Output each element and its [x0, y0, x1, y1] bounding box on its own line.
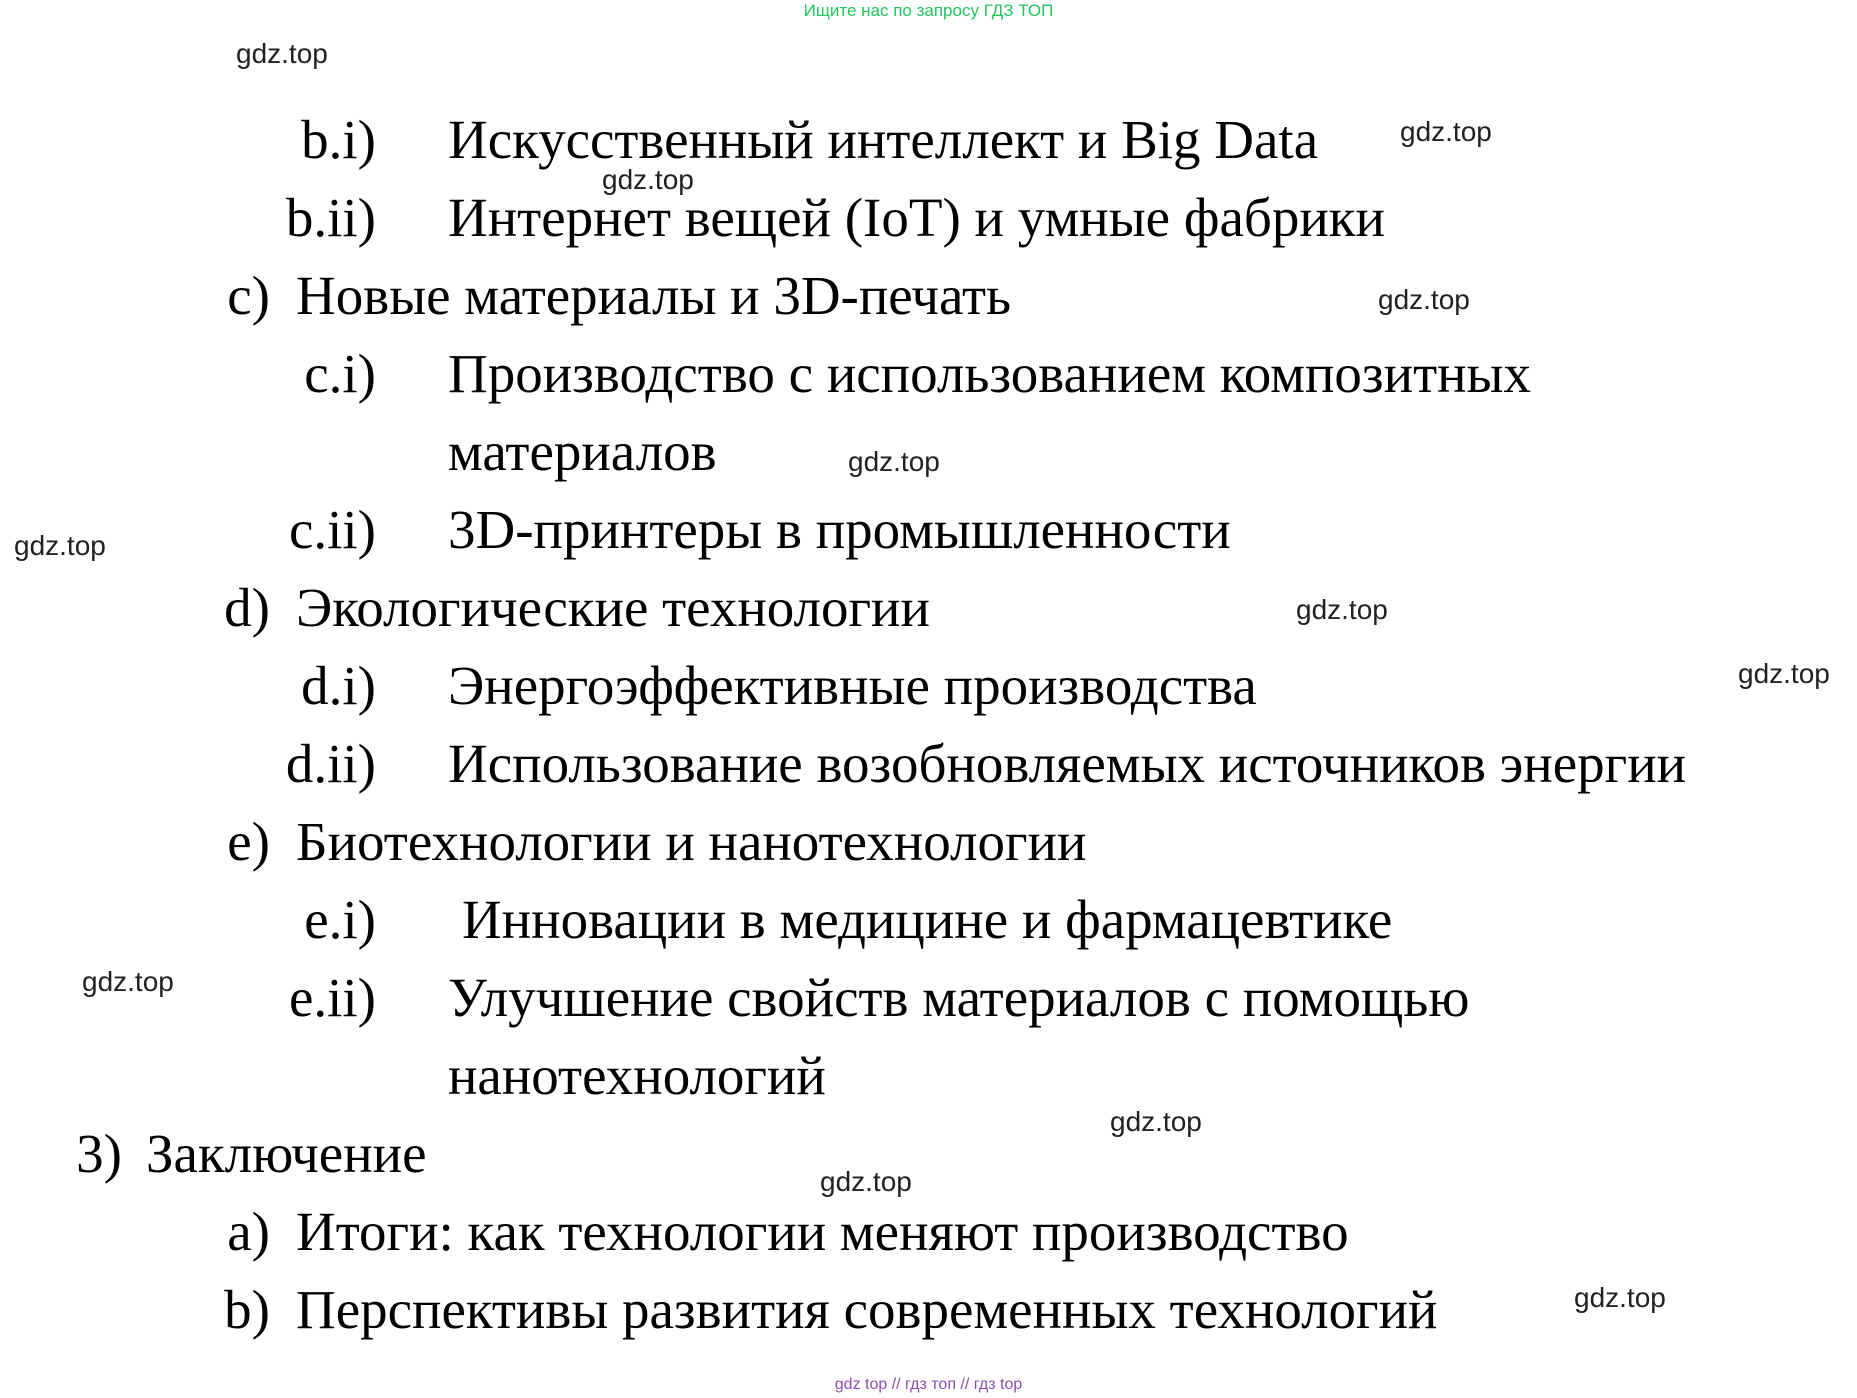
list-item: Искусственный интеллект и Big Data: [448, 109, 1319, 170]
list-marker: d): [224, 577, 270, 638]
list-marker: c.ii): [288, 499, 376, 560]
list-marker: b): [224, 1279, 270, 1340]
list-marker: d.i): [301, 655, 376, 716]
list-marker: a): [227, 1201, 270, 1262]
list-marker: c.i): [304, 343, 376, 404]
watermark: gdz.top: [1574, 1282, 1666, 1313]
watermark: gdz.top: [602, 164, 694, 195]
list-marker: e.ii): [288, 967, 376, 1028]
list-item-continuation: нанотехнологий: [448, 1045, 826, 1106]
watermark: gdz.top: [14, 530, 106, 561]
watermark: gdz.top: [82, 966, 174, 997]
watermark: gdz.top: [1400, 116, 1492, 147]
list-item: Использование возобновляемых источников энергии: [448, 733, 1687, 794]
list-marker: b.ii): [285, 187, 376, 248]
list-item: Улучшение свойств материалов с помощью: [448, 967, 1470, 1028]
watermark: gdz.top: [1110, 1106, 1202, 1137]
watermark: gdz.top: [236, 38, 328, 69]
list-item: Инновации в медицине и фармацевтике: [462, 889, 1393, 950]
watermark: gdz.top: [820, 1166, 912, 1197]
list-item: Производство с использованием композитных: [448, 343, 1532, 404]
list-item: Экологические технологии: [296, 577, 930, 638]
list-marker: b.i): [301, 109, 376, 170]
watermark: gdz.top: [848, 446, 940, 477]
list-item: Итоги: как технологии меняют производство: [296, 1201, 1349, 1262]
list-item: Биотехнологии и нанотехнологии: [296, 811, 1087, 872]
list-item: Перспективы развития современных технологий: [296, 1279, 1438, 1340]
section-marker: 3): [76, 1123, 122, 1184]
watermark: gdz.top: [1738, 658, 1830, 689]
list-marker: c): [227, 265, 270, 326]
list-item: Интернет вещей (IoT) и умные фабрики: [448, 187, 1385, 248]
section-heading: Заключение: [146, 1123, 427, 1184]
list-item-continuation: материалов: [448, 421, 717, 482]
list-marker: d.ii): [285, 733, 376, 794]
top-banner: Ищите нас по запросу ГДЗ ТОП: [803, 1, 1054, 20]
list-marker: e): [227, 811, 270, 872]
list-item: Энергоэффективные производства: [448, 655, 1257, 716]
list-marker: e.i): [304, 889, 376, 950]
watermark: gdz.top: [1296, 594, 1388, 625]
list-item: Новые материалы и 3D-печать: [296, 265, 1012, 326]
watermark: gdz.top: [1378, 284, 1470, 315]
bottom-banner: gdz top // гдз топ // гдз top: [834, 1376, 1023, 1393]
list-item: 3D-принтеры в промышленности: [448, 499, 1231, 560]
